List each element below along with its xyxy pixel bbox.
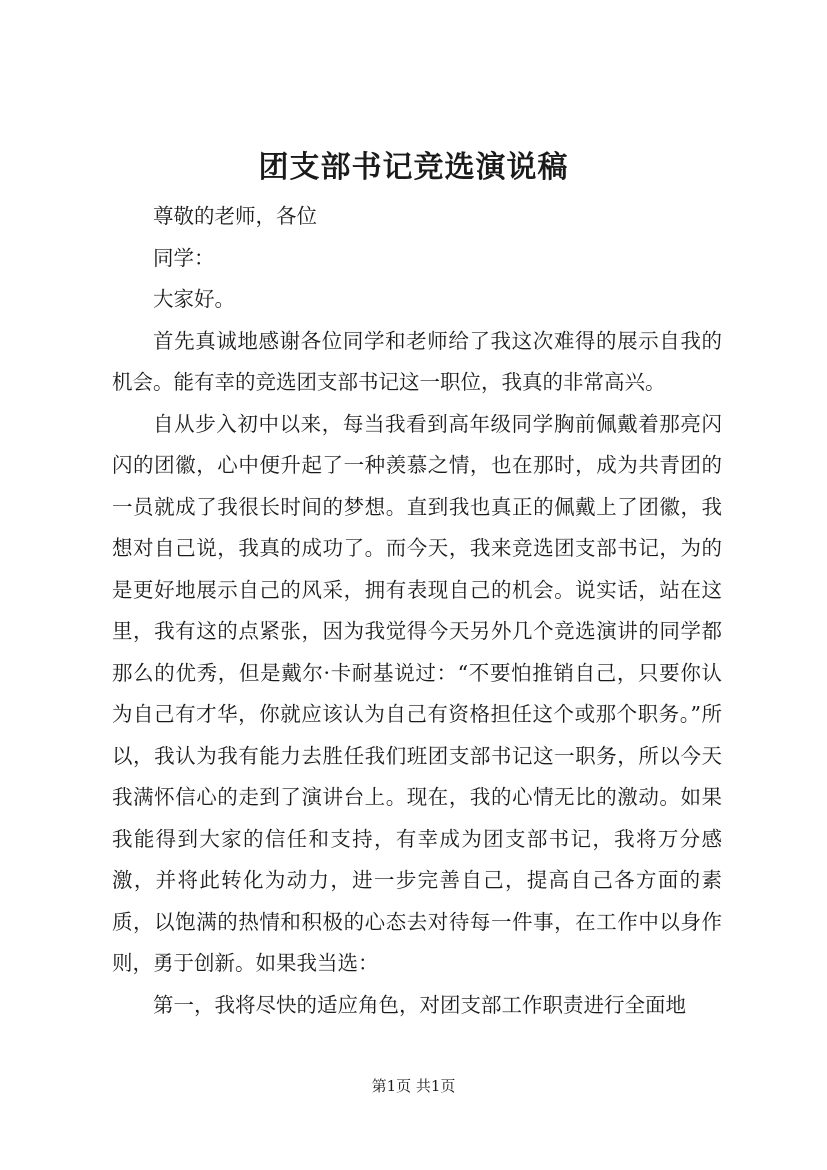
paragraph-hello: 大家好。 [153,287,235,311]
paragraph-greeting-cont: 同学： [153,245,215,270]
document-body [112,196,722,1026]
paragraph-greeting: 尊敬的老师，各位 [153,204,317,228]
paragraph-thanks: 首先真诚地感谢各位同学和老师给了我这次难得的展示自我的机会。能有幸的竞选团支部书记这一职位，我真的非常高兴。 [112,328,722,394]
page-number-footer: 第1页 共1页 [371,1077,456,1095]
document-title: 团支部书记竞选演说稿 [258,150,569,185]
paragraph-main: 自从步入初中以来，每当我看到高年级同学胸前佩戴着那亮闪闪的团徽，心中便升起了一种羡慕之情，也在那时，成为共青团的一员就成了我很长时间的梦想。直到我也真正的佩戴上了团徽，我想对自己说，我真的成功了。而今天，我来竞选团支部书记，为的是更好地展示自己的风采，拥有表现自己的机会。说实话，站在这里，我有这的点紧张，因为我觉得今天另外几个竞选演讲的同学都那么的优秀，但是戴尔·卡耐基说过：“不要怕推销自己，只要你认为自己有才华，你就应该认为自己有资格担任这个或那个职务。”所以，我认为我有能力去胜任我们班团支部书记这一职务，所以今天我满怀信心的走到了演讲台上。现在，我的心情无比的激动。如果我能得到大家的信任和支持，有幸成为团支部书记，我将万分感激，并将此转化为动力，进一步完善自己，提高自己各方面的素质，以饱满的热情和积极的心态去对待每一件事，在工作中以身作则，勇于创新。如果我当选： [112,411,722,975]
paragraph-first-point: 第一，我将尽快的适应角色，对团支部工作职责进行全面地 [153,992,686,1017]
